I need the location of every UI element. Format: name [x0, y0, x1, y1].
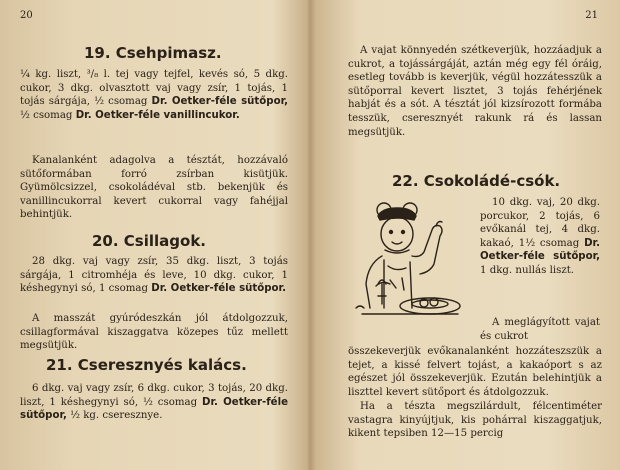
recipe-22-method-end: Ha a tészta megszilárdult, félcentiméter vastagra kinyújtjuk, kis pohárral kiszaggatjuk, kikent tepsiben 12—15 percig [348, 401, 602, 440]
recipe-19-method: Kanalanként adagolva a tésztát, hozzávaló sütőformában forró zsírban kisütjük. Gyümölcsizzel, csokoládéval stb. bekenjük és vanillincukorral kevert cukorral vagy fahéjjal behintjük. [20, 155, 288, 221]
recipe-19-ingredients: ¼ kg. liszt, ³/₈ l. tej vagy tejfel, kevés só, 5 dkg. cukor, 3 dkg. olvasztott vaj vagy zsír, 1 tojás, 1 tojás sárgája, ½ csomag Dr. Oetker-féle sütőpor, ½ csomag Dr. Oetker-féle vanillincukor. [20, 69, 288, 121]
recipe-21-method: A vajat könnyedén szétkeverjük, hozzáadjuk a cukrot, a tojássárgáját, aztán még egy fél óráig, esetleg tovább is keverjük, végül hozzátesszük a sütőporral kevert lisztet, 3 tojás fehérjének habját és a sót. A tésztát jól kizsírozott formába tesszük, cseresznyét rakunk rá és lassan megsütjük. [348, 45, 602, 138]
recipe-21-title: 21. Cseresznyés kalács. [46, 356, 247, 374]
recipe-20-ingredients: 28 dkg. vaj vagy zsír, 35 dkg. liszt, 3 tojás sárgája, 1 citromhéja és leve, 10 dkg. cukor, 1 késhegynyi só, 1 csomag Dr. Oetker-féle sütőpor. [20, 256, 288, 295]
left-page [0, 0, 308, 470]
page-number-right: 21 [585, 10, 598, 21]
recipe-20-title: 20. Csillagok. [92, 232, 206, 250]
page-number-left: 20 [20, 10, 33, 21]
recipe-22-method-start: A meglágyított vajat és cukrot [480, 317, 600, 342]
recipe-20-method: A masszát gyúródeszkán jól átdolgozzuk, csillagformával kiszaggatva közepes tűz mellett megsütjük. [20, 313, 288, 352]
recipe-21-ingredients: 6 dkg. vaj vagy zsír, 6 dkg. cukor, 3 tojás, 20 dkg. liszt, 1 késhegynyi só, ½ csomag Dr. Oetker-féle sütőpor, ½ kg. cseresznye. [20, 383, 288, 422]
recipe-22-ingredients: 10 dkg. vaj, 20 dkg. porcukor, 2 tojás, 6 evőkanál tej, 4 dkg. kakaó, 1½ csomag Dr. Oetker-féle sütőpor, 1 dkg. nullás liszt. [480, 197, 600, 276]
cook-girl-illustration-icon [354, 200, 466, 322]
recipe-22-method: összekeverjük evőkanalanként hozzáteszszük a tejet, a kissé felvert tojást, a kakaóport s az egészet jól összekeverjük. Ezután belehintjük a liszttel kevert sütőport és átdolgozzuk. [348, 346, 602, 398]
recipe-19-title: 19. Csehpimasz. [84, 44, 222, 62]
recipe-22-title: 22. Csokoládé-csók. [392, 172, 561, 190]
